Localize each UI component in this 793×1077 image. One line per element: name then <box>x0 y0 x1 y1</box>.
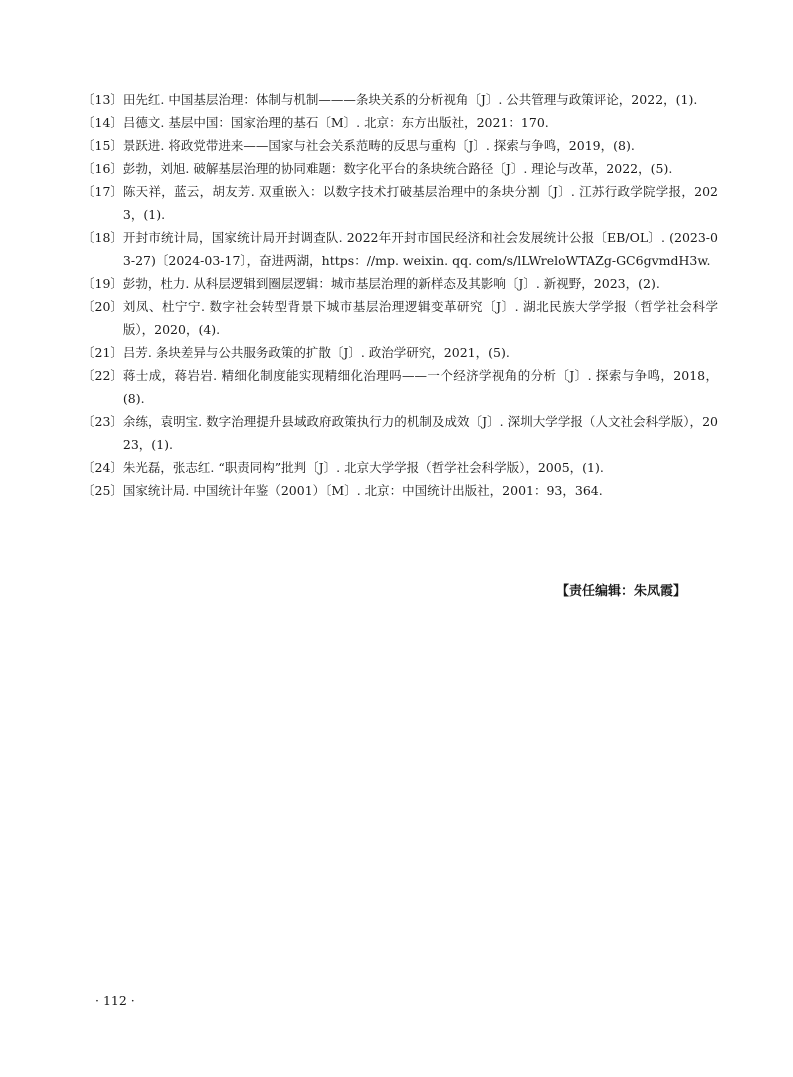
reference-text: 蒋士成，蒋岩岩. 精细化制度能实现精细化治理吗——一个经济学视角的分析〔J〕. 探索与争鸣，2018，(8). <box>122 368 718 406</box>
reference-item <box>82 226 718 272</box>
reference-text: 田先红. 中国基层治理：体制与机制———条块关系的分析视角〔J〕. 公共管理与政策评论，2022，(1). <box>122 92 698 107</box>
reference-item <box>82 134 718 157</box>
reference-number: 〔17〕 <box>82 184 123 199</box>
reference-text: 朱光磊，张志红. “职责同构”批判〔J〕. 北京大学学报（哲学社会科学版），2005，(1). <box>122 460 604 475</box>
reference-text: 吕德文. 基层中国：国家治理的基石〔M〕. 北京：东方出版社，2021：170. <box>122 115 549 130</box>
reference-number: 〔13〕 <box>82 92 123 107</box>
reference-item <box>82 456 718 479</box>
reference-text: 彭勃，杜力. 从科层逻辑到圈层逻辑：城市基层治理的新样态及其影响〔J〕. 新视野，2023，(2). <box>122 276 660 291</box>
reference-number: 〔15〕 <box>82 138 123 153</box>
reference-text: 余练，袁明宝. 数字治理提升县域政府政策执行力的机制及成效〔J〕. 深圳大学学报（人文社会科学版），2023，(1). <box>122 414 718 452</box>
reference-number: 〔14〕 <box>82 115 123 130</box>
reference-item <box>82 180 718 226</box>
reference-number: 〔16〕 <box>82 161 123 176</box>
reference-list <box>82 88 718 502</box>
responsible-editor-note: 【责任编辑：朱凤霞】 <box>555 584 686 599</box>
reference-item <box>82 88 718 111</box>
reference-number: 〔25〕 <box>82 483 123 498</box>
reference-text: 刘凤、杜宁宁. 数字社会转型背景下城市基层治理逻辑变革研究〔J〕. 湖北民族大学学报（哲学社会科学版），2020，(4). <box>122 299 718 337</box>
reference-text: 开封市统计局，国家统计局开封调查队. 2022年开封市国民经济和社会发展统计公报〔EB/OL〕. (2023-03-27)〔2024-03-17〕，奋进两湖，https：//mp. weixin. qq. com/s/lLWreloWTAZg-GC6gvmdH3w. <box>122 230 718 268</box>
reference-item <box>82 479 718 502</box>
reference-number: 〔23〕 <box>82 414 123 429</box>
reference-item <box>82 157 718 180</box>
reference-text: 陈天祥，蓝云，胡友芳. 双重嵌入：以数字技术打破基层治理中的条块分割〔J〕. 江苏行政学院学报，2023，(1). <box>122 184 718 222</box>
reference-text: 彭勃，刘旭. 破解基层治理的协同难题：数字化平台的条块统合路径〔J〕. 理论与改革，2022，(5). <box>122 161 673 176</box>
reference-number: 〔22〕 <box>82 368 123 383</box>
reference-text: 国家统计局. 中国统计年鉴（2001）〔M〕. 北京：中国统计出版社，2001：93，364. <box>122 483 603 498</box>
reference-item <box>82 295 718 341</box>
reference-item <box>82 111 718 134</box>
page-number: · 112 · <box>95 993 135 1008</box>
reference-item <box>82 410 718 456</box>
reference-number: 〔24〕 <box>82 460 123 475</box>
reference-item <box>82 364 718 410</box>
reference-number: 〔20〕 <box>82 299 123 314</box>
reference-item <box>82 272 718 295</box>
reference-text: 吕芳. 条块差异与公共服务政策的扩散〔J〕. 政治学研究，2021，(5). <box>122 345 510 360</box>
reference-number: 〔19〕 <box>82 276 123 291</box>
reference-text: 景跃进. 将政党带进来——国家与社会关系范畴的反思与重构〔J〕. 探索与争鸣，2019，(8). <box>122 138 635 153</box>
reference-item <box>82 341 718 364</box>
reference-number: 〔21〕 <box>82 345 123 360</box>
reference-number: 〔18〕 <box>82 230 123 245</box>
